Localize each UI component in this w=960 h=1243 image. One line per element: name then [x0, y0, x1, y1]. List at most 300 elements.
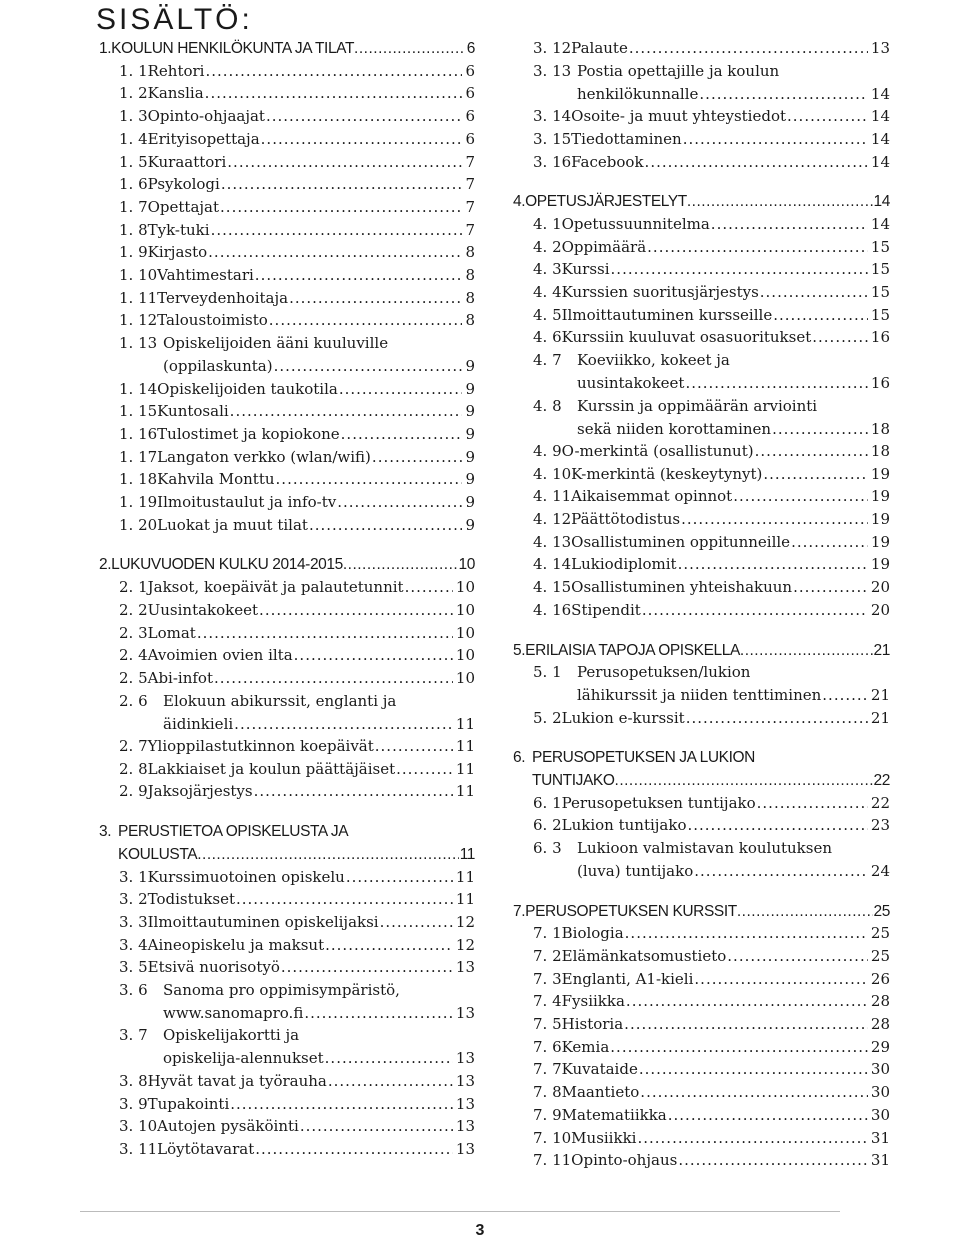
toc-entry[interactable] — [119, 491, 475, 514]
dot-leader — [626, 990, 868, 1013]
toc-entry[interactable] — [119, 60, 475, 83]
toc-entry[interactable] — [119, 400, 475, 423]
entry-number: 3. 10 — [119, 1117, 158, 1136]
toc-entry[interactable] — [533, 128, 890, 151]
entry-number: 2. 9 — [119, 782, 148, 801]
toc-entry[interactable] — [119, 468, 475, 491]
entry-page: 11 — [455, 759, 475, 778]
toc-entry[interactable] — [119, 1024, 475, 1070]
footer-divider — [80, 1211, 840, 1212]
entry-number: 7. 5 — [533, 1015, 562, 1033]
entry-number: 1. 17 — [119, 447, 158, 466]
entry-title: Lomat — [147, 623, 196, 642]
dot-leader — [793, 576, 868, 599]
dot-leader — [274, 355, 463, 378]
dot-leader — [740, 639, 873, 662]
entry-number: 1. 18 — [119, 470, 158, 489]
toc-entry[interactable] — [533, 349, 890, 395]
toc-entry[interactable] — [119, 1115, 475, 1138]
section-page: 10 — [458, 556, 475, 574]
section-number: 4. — [513, 193, 526, 211]
entry-page: 9 — [465, 493, 475, 511]
toc-entry[interactable] — [119, 378, 475, 401]
entry-title: Uusintakokeet — [147, 600, 259, 619]
entry-page: 13 — [455, 1049, 475, 1068]
toc-section-heading[interactable] — [99, 553, 475, 576]
entry-number: 6. 1 — [533, 793, 562, 812]
entry-page: 19 — [870, 487, 890, 506]
dot-leader — [236, 888, 453, 911]
entry-number: 7. 8 — [533, 1083, 562, 1102]
dot-leader — [343, 553, 458, 576]
entry-page: 6 — [465, 84, 475, 103]
dot-leader — [624, 1013, 868, 1036]
entry-page: 10 — [455, 623, 475, 642]
entry-page: 11 — [455, 714, 475, 733]
dot-leader — [205, 82, 463, 105]
entry-title: Opiskelijoiden ääni kuuluville — [163, 334, 389, 353]
entry-number: 2. 5 — [119, 668, 148, 687]
entry-title: Lukion tuntijako — [561, 816, 687, 835]
dot-leader — [822, 684, 868, 707]
entry-number: 2. 7 — [119, 737, 148, 755]
entry-number: 1. 11 — [119, 288, 158, 307]
section-title: PERUSOPETUKSEN KURSSIT — [525, 902, 737, 920]
entry-page: 7 — [465, 197, 475, 216]
entry-number: 1. 7 — [119, 197, 148, 216]
page-number: 3 — [475, 1222, 485, 1239]
toc-entry[interactable] — [533, 105, 890, 128]
toc-entry[interactable] — [533, 258, 890, 281]
entry-page: 6 — [465, 129, 475, 148]
entry-page: 19 — [870, 510, 890, 528]
entry-number: 4. 9 — [533, 441, 562, 460]
dot-leader — [727, 945, 868, 968]
entry-title: Taloustoimisto — [157, 311, 268, 330]
entry-page: 14 — [870, 84, 890, 103]
entry-title: Kahvila Monttu — [157, 470, 275, 489]
entry-number: 4. 11 — [533, 487, 572, 506]
entry-title: Todistukset — [147, 890, 235, 909]
entry-title: Tupakointi — [147, 1094, 230, 1113]
toc-entry[interactable] — [533, 1127, 890, 1150]
entry-title: Ilmoittautuminen opiskelijaksi — [147, 912, 379, 931]
dot-leader — [325, 934, 453, 957]
dot-leader — [625, 922, 868, 945]
toc-section-heading[interactable] — [99, 820, 475, 866]
toc-entry[interactable] — [119, 866, 475, 889]
entry-title: Postia opettajille ja koulun — [577, 61, 780, 80]
entry-number: 2. 3 — [119, 623, 148, 642]
toc-entry[interactable] — [119, 423, 475, 446]
section-number: 5. — [513, 641, 526, 659]
entry-number: 4. 16 — [533, 600, 572, 619]
dot-leader — [791, 531, 868, 554]
entry-page: 11 — [455, 890, 475, 909]
entry-page: 15 — [870, 283, 890, 301]
entry-title: O-merkintä (osallistunut) — [561, 441, 754, 460]
dot-leader — [642, 599, 868, 622]
toc-entry[interactable] — [119, 219, 475, 242]
entry-page: 26 — [870, 969, 890, 988]
toc-entry[interactable] — [119, 934, 475, 957]
section-page: 25 — [873, 902, 890, 920]
dot-leader — [787, 105, 868, 128]
dot-leader — [339, 378, 463, 401]
entry-number: 2. 8 — [119, 759, 148, 778]
entry-page: 19 — [870, 555, 890, 574]
dot-leader — [637, 1127, 867, 1150]
entry-page: 10 — [455, 646, 475, 665]
entry-page: 6 — [465, 61, 475, 80]
entry-page: 14 — [870, 152, 890, 171]
section-number: 2. — [99, 556, 112, 574]
entry-number: 1. 4 — [119, 129, 148, 148]
entry-title: Opinto-ohjaus — [571, 1151, 678, 1170]
toc-entry[interactable] — [533, 792, 890, 815]
toc-entry[interactable] — [119, 287, 475, 310]
toc-entry[interactable] — [119, 309, 475, 332]
toc-entry[interactable] — [533, 553, 890, 576]
section-title: PERUSOPETUKSEN JA LUKION — [532, 749, 755, 767]
entry-number: 1. 2 — [119, 84, 148, 103]
toc-entry[interactable] — [533, 531, 890, 554]
toc-entry[interactable] — [533, 576, 890, 599]
toc-entry[interactable] — [119, 196, 475, 219]
entry-page: 9 — [465, 402, 475, 421]
entry-page: 15 — [870, 237, 890, 256]
entry-title-cont: henkilökunnalle — [577, 84, 699, 103]
entry-page: 8 — [465, 288, 475, 307]
entry-page: 29 — [870, 1037, 890, 1056]
toc-section-heading[interactable] — [513, 190, 890, 213]
entry-title: Osoite- ja muut yhteystiedot — [571, 107, 787, 126]
entry-number: 1. 10 — [119, 266, 158, 284]
toc-entry[interactable] — [119, 1070, 475, 1093]
toc-entry[interactable] — [119, 956, 475, 979]
toc-entry[interactable] — [533, 1058, 890, 1081]
dot-leader — [197, 843, 459, 866]
entry-number: 3. 7 — [119, 1026, 148, 1045]
toc-entry[interactable] — [119, 667, 475, 690]
toc-entry[interactable] — [533, 1081, 890, 1104]
entry-number: 4. 5 — [533, 305, 562, 324]
toc-entry[interactable] — [533, 395, 890, 441]
entry-page: 7 — [465, 152, 475, 171]
entry-title: Ilmoitustaulut ja info-tv — [157, 493, 337, 511]
dot-leader — [737, 900, 873, 923]
entry-title: K-merkintä (keskeytynyt) — [571, 464, 763, 483]
entry-number: 1. 13 — [119, 334, 158, 353]
toc-entry[interactable] — [533, 463, 890, 486]
entry-title: Ylioppilastutkinnon koepäivät — [147, 737, 374, 755]
entry-title: Kuntosali — [157, 402, 229, 421]
section-title-cont: TUNTIJAKO — [532, 772, 615, 790]
toc-entry[interactable] — [119, 576, 475, 599]
toc-section-heading[interactable] — [513, 746, 890, 792]
toc-entry[interactable] — [533, 661, 890, 707]
entry-page: 13 — [870, 39, 890, 57]
entry-title: Perusopetuksen tuntijako — [561, 793, 756, 812]
entry-page: 14 — [870, 107, 890, 126]
entry-page: 19 — [870, 464, 890, 483]
entry-title: Lakkiaiset ja koulun päättäjäiset — [147, 759, 396, 778]
section-title: ERILAISIA TAPOJA OPISKELLA — [525, 641, 740, 659]
toc-entry[interactable] — [533, 1013, 890, 1036]
toc-section-heading[interactable] — [99, 37, 475, 60]
entry-number: 5. 2 — [533, 708, 562, 727]
entry-number: 4. 6 — [533, 328, 562, 347]
toc-entry[interactable] — [119, 151, 475, 174]
entry-number: 3. 12 — [533, 39, 572, 57]
entry-page: 11 — [455, 737, 475, 755]
entry-number: 7. 11 — [533, 1151, 572, 1170]
dot-leader — [772, 418, 868, 441]
entry-title: Opiskelijakortti ja — [163, 1026, 300, 1045]
toc-entry[interactable] — [119, 644, 475, 667]
entry-page: 13 — [455, 1139, 475, 1158]
section-number: 7. — [513, 902, 526, 920]
toc-entry[interactable] — [119, 105, 475, 128]
toc-entry[interactable] — [533, 440, 890, 463]
dot-leader — [380, 911, 453, 934]
entry-title: Kurssimuotoinen opiskelu — [147, 867, 345, 886]
dot-leader — [372, 446, 463, 469]
entry-page: 30 — [870, 1083, 890, 1102]
toc-entry[interactable] — [533, 60, 890, 106]
toc-entry[interactable] — [119, 332, 475, 378]
toc-entry[interactable] — [119, 446, 475, 469]
toc-entry[interactable] — [533, 707, 890, 730]
entry-title: Biologia — [561, 924, 624, 943]
entry-number: 7. 2 — [533, 946, 562, 965]
toc-entry[interactable] — [119, 758, 475, 781]
toc-entry[interactable] — [119, 173, 475, 196]
entry-page: 30 — [870, 1060, 890, 1079]
dot-leader — [687, 814, 867, 837]
toc-section-heading[interactable] — [513, 900, 890, 923]
dot-leader — [711, 213, 868, 236]
dot-leader — [678, 1149, 868, 1172]
entry-title: Aikaisemmat opinnot — [571, 487, 733, 506]
entry-number: 1. 8 — [119, 220, 148, 239]
toc-entry[interactable] — [119, 690, 475, 736]
toc-entry[interactable] — [533, 508, 890, 531]
dot-leader — [611, 258, 868, 281]
dot-leader — [812, 326, 868, 349]
entry-page: 24 — [870, 862, 890, 881]
toc-section-heading[interactable] — [513, 639, 890, 662]
entry-page: 9 — [465, 424, 475, 443]
toc-entry[interactable] — [533, 990, 890, 1013]
entry-page: 11 — [455, 867, 475, 886]
dot-leader — [294, 644, 453, 667]
entry-page: 15 — [870, 305, 890, 324]
entry-number: 1. 20 — [119, 515, 158, 534]
toc-entry[interactable] — [533, 599, 890, 622]
dot-leader — [757, 792, 868, 815]
dot-leader — [254, 780, 453, 803]
entry-title: Jaksojärjestys — [147, 782, 253, 801]
entry-page: 13 — [455, 1117, 475, 1136]
dot-leader — [230, 1093, 453, 1116]
entry-title-cont: äidinkieli — [163, 714, 234, 733]
toc-entry[interactable] — [533, 1149, 890, 1172]
entry-title: Kurssien suoritusjärjestys — [561, 283, 759, 301]
entry-title: Luokat ja muut tilat — [157, 515, 308, 534]
dot-leader — [645, 151, 868, 174]
entry-number: 1. 5 — [119, 152, 148, 171]
entry-title: Matematiikka — [561, 1105, 667, 1124]
entry-title: Osallistuminen oppitunneille — [571, 532, 791, 551]
entry-title: Stipendit — [571, 600, 641, 619]
entry-page: 19 — [870, 532, 890, 551]
dot-leader — [405, 576, 453, 599]
entry-page: 9 — [465, 470, 475, 489]
dot-leader — [261, 128, 463, 151]
dot-leader — [214, 667, 453, 690]
toc-entry[interactable] — [119, 514, 475, 537]
entry-page: 18 — [870, 441, 890, 460]
dot-leader — [773, 304, 868, 327]
toc-entry[interactable] — [533, 485, 890, 508]
entry-page: 7 — [465, 220, 475, 239]
dot-leader — [208, 241, 462, 264]
toc-entry[interactable] — [533, 1036, 890, 1059]
toc-entry[interactable] — [533, 151, 890, 174]
entry-title: Autojen pysäköinti — [157, 1117, 299, 1136]
entry-page: 8 — [465, 311, 475, 330]
entry-number: 6. 3 — [533, 839, 562, 858]
toc-entry[interactable] — [533, 945, 890, 968]
entry-page: 22 — [870, 793, 890, 812]
dot-leader — [668, 1104, 868, 1127]
entry-title: Opiskelijoiden taukotila — [157, 379, 338, 398]
entry-title: Erityisopettaja — [147, 129, 260, 148]
entry-number: 5. 1 — [533, 663, 562, 682]
dot-leader — [341, 423, 463, 446]
dot-leader — [211, 219, 463, 242]
toc-entry[interactable] — [119, 979, 475, 1025]
dot-leader — [227, 151, 462, 174]
dot-leader — [304, 1002, 453, 1025]
entry-page: 10 — [455, 578, 475, 597]
entry-page: 28 — [870, 1015, 890, 1033]
entry-number: 2. 4 — [119, 646, 148, 665]
toc-entry[interactable] — [533, 37, 890, 60]
toc-entry[interactable] — [533, 922, 890, 945]
toc-entry[interactable] — [119, 599, 475, 622]
entry-page: 16 — [870, 374, 890, 393]
toc-entry[interactable] — [533, 236, 890, 259]
entry-title-cont: uusintakokeet — [577, 374, 685, 393]
entry-title: Päättötodistus — [571, 510, 681, 528]
entry-title: Opetussuunnitelma — [561, 214, 710, 233]
toc-entry[interactable] — [119, 780, 475, 803]
entry-title: Fysiikka — [561, 992, 625, 1011]
entry-page: 9 — [465, 357, 475, 376]
entry-title-cont: sekä niiden korottaminen — [577, 419, 772, 438]
dot-leader — [396, 758, 453, 781]
dot-leader — [337, 491, 462, 514]
toc-entry[interactable] — [119, 1138, 475, 1161]
toc-entry[interactable] — [119, 128, 475, 151]
entry-number: 3. 3 — [119, 912, 148, 931]
entry-number: 3. 9 — [119, 1094, 148, 1113]
toc-entry[interactable] — [533, 837, 890, 883]
entry-title: Tulostimet ja kopiokone — [157, 424, 340, 443]
entry-number: 7. 1 — [533, 924, 562, 943]
toc-entry[interactable] — [533, 968, 890, 991]
toc-entry[interactable] — [119, 622, 475, 645]
entry-title: Elokuun abikurssit, englanti ja — [163, 691, 397, 710]
toc-entry[interactable] — [533, 213, 890, 236]
entry-number: 1. 14 — [119, 379, 158, 398]
section-page: 21 — [873, 641, 890, 659]
toc-entry[interactable] — [119, 264, 475, 287]
entry-title: Kanslia — [147, 84, 204, 103]
dot-leader — [685, 372, 867, 395]
dot-leader — [328, 1070, 453, 1093]
entry-number: 7. 7 — [533, 1060, 562, 1079]
toc-entry[interactable] — [533, 304, 890, 327]
entry-page: 12 — [455, 912, 475, 931]
section-title: LUKUVUODEN KULKU 2014-2015 — [111, 556, 343, 574]
toc-entry[interactable] — [533, 326, 890, 349]
toc-entry[interactable] — [533, 281, 890, 304]
toc-entry[interactable] — [119, 911, 475, 934]
entry-number: 1. 1 — [119, 61, 148, 80]
toc-entry[interactable] — [119, 241, 475, 264]
entry-page: 9 — [465, 379, 475, 398]
dot-leader — [647, 236, 868, 259]
toc-entry[interactable] — [119, 735, 475, 758]
entry-page: 28 — [870, 992, 890, 1011]
entry-title: Terveydenhoitaja — [157, 288, 289, 307]
entry-title: Opinto-ohjaajat — [147, 107, 265, 126]
entry-title: Aineopiskelu ja maksut — [147, 935, 325, 954]
toc-entry[interactable] — [533, 814, 890, 837]
dot-leader — [694, 968, 868, 991]
entry-page: 10 — [455, 600, 475, 619]
entry-number: 4. 14 — [533, 555, 572, 574]
dot-leader — [629, 37, 868, 60]
dot-leader — [255, 264, 463, 287]
toc-entry[interactable] — [119, 1093, 475, 1116]
entry-title: Kuraattori — [147, 152, 227, 171]
toc-entry[interactable] — [119, 888, 475, 911]
dot-leader — [694, 860, 868, 883]
entry-title: Englanti, A1-kieli — [561, 969, 694, 988]
entry-number: 7. 9 — [533, 1105, 562, 1124]
entry-number: 2. 2 — [119, 600, 148, 619]
entry-page: 23 — [870, 816, 890, 835]
entry-page: 31 — [870, 1151, 890, 1170]
toc-entry[interactable] — [119, 82, 475, 105]
entry-title: Lukion e-kurssit — [561, 708, 685, 727]
entry-number: 4. 2 — [533, 237, 562, 256]
entry-title: Opettajat — [147, 197, 220, 216]
entry-page: 13 — [455, 1004, 475, 1022]
dot-leader — [325, 1047, 453, 1070]
entry-title: Avoimien ovien ilta — [147, 646, 293, 665]
section-title: PERUSTIETOA OPISKELUSTA JA — [118, 823, 349, 841]
dot-leader — [309, 514, 463, 537]
page-title: SISÄLTÖ: — [96, 3, 253, 36]
toc-entry[interactable] — [533, 1104, 890, 1127]
entry-number: 3. 14 — [533, 107, 572, 126]
entry-title: Kurssiin kuuluvat osasuoritukset — [561, 328, 812, 347]
